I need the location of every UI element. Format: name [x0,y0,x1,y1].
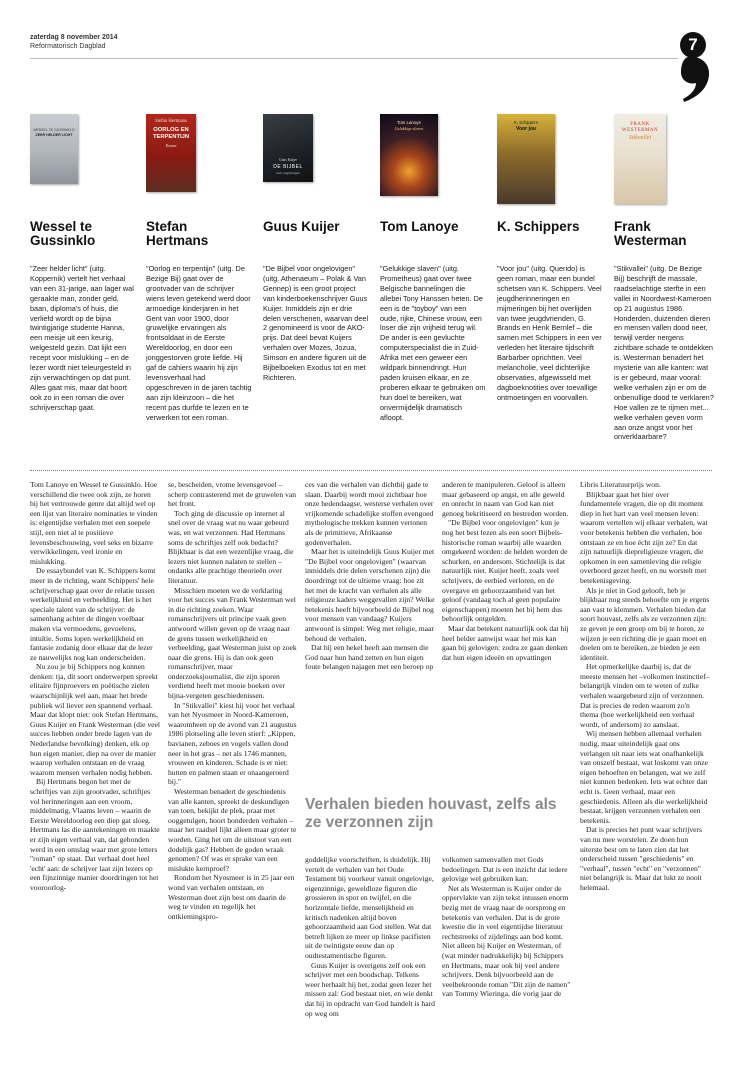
article-paragraph: Libris Literatuurprijs won. [580,480,661,489]
article-paragraph: De essaybundel van K. Schippers komt meer in de richting, want Schippers' hele schrijverschap gaat over de relatie tussen werkelijkheid en verbeelding. Het is het speciale talent van de schrijver: de samenhang achter de dingen voelbaar maken via vermoedens, gevoelens, intuïtie. Soms lopen werkelijkheid en fantasie zodanig door elkaar dat de lezer ze nauwelijks nog kan onderscheiden. [30,566,156,662]
author-name: Tom Lanoye [380,219,459,234]
cover-subtitle: Roman [165,144,177,148]
book-column-gussinklo [30,220,136,413]
cover-author: WESSEL TE GUSSINKLO [33,128,75,132]
cover-subtitle: voor ongelovigen [276,171,300,175]
cover-title: DE BIJBEL [273,164,303,170]
article-paragraph: goddelijke voorschriften, is duidelijk. Hij vertelt de verhalen van het Oude Testament bij voorkeur vanuit ongelovige, eigenzinnige, geweldloze figuren die grossieren in spot en twijfel, en die horizontale liefde, menselijkheid en kritisch nadenken altijd boven gehoorzaamheid aan God stellen. Wat dat betreft lijken ze meer op linkse pacifisten uit de twintigste eeuw dan op oudtestamentische figuren. [305,855,434,960]
page-number-badge: 7 [680,32,706,58]
article-paragraph: Bij Hertmans begon het met de schriftjes van zijn grootvader, schriftjes vol herinneringen aan een vroom, middelmatig, Vlaams leven – waarin de Eerste Wereldoorlog een diep gat sloeg. Hertmans las die aantekeningen en maakte er zijn eigen verhaal van, dat gebonden werd in een omslag waar met grote letters "roman" op staat. Dat verhaal doet heel 'echt' aan: de schrijver laat zijn lezers op een fijnzinnige manier doordringen tot het vooroorlog- [30,777,160,892]
article-paragraph: volkomen samenvallen met Gods bedoelingen. Dat is een inzicht dat iedere gelovige wel gebruiken kan. [442,855,568,884]
cover-author: K. Schippers [514,120,538,125]
cover-author: Tom Lanoye [397,120,421,125]
book-blurb: "Zeer helder licht" (uitg. Koppernik) vertelt het verhaal van een 31-jarige, aan lager wal geraakte man, zonder geld, baan, diploma's of huis, die verliefd wordt op de bijna twintigjarige studente Hanna, een meisje uit een keurig, welgesteld gezin. Dat lijkt een recept voor mislukking – en de lezer wordt niet teleurgesteld in zijn verwachtingen op dat punt. Alles gaat mis, maar dat hoort ook zo in een roman die over schrijverschap gaat. [30,264,134,412]
article-paragraph: Guus Kuijer is overigens zelf ook een schrijver met een boodschap. Telkens weer herhaalt hij het, zodat geen lezer het missen zal: God bestaat niet, en wie denkt dat hij in opdracht van God handelt is hard op weg om [305,960,435,1018]
cover-author: Guus Kuijer [279,158,297,162]
section-divider [30,470,712,471]
book-cover-lanoye [380,114,438,196]
article-paragraph: Toch ging de discussie op internet al snel over de vraag wat nu waar gebeurd was, en wat verzonnen. Had Hertmans soms de schriftjes zelf ook bedacht? Blijkbaar is dat een wezenlijke vraag, die lezers niet kunnen nalaten te stellen – ondanks alle prachtige theorieën over literatuur. [168,508,294,585]
article-column-5 [580,480,710,1050]
cover-title: ZEER HELDER LICHT [35,133,73,137]
book-blurb: "Voor jou" (uitg. Querido) is geen roman, maar een bundel schetsen van K. Schippers. Veel jeugdherinneringen en mijmeringen bij het overlijden van twee jeugdvrienden, G. Brands en Henk Bernlef – die samen met Schippers in een ver verleden het literaire tijdschrift Barbarber oprichtten. Veel melancholie, veel dichterlijke observaties, afgewisseld met dagboeknotities over toevallige ontmoetingen en voorvallen. [497,264,602,402]
cover-title: Stikvallei [628,135,652,141]
book-blurb: "Oorlog en terpentijn" (uitg. De Bezige Bij) gaat over de grootvader van de schrijver wiens leven getekend werd door armoedige kinderjaren in het Gent van voor 1900, door gruwelijke ervaringen als frontsoldaat in de Eerste Wereldoorlog, en door een jonggestorven grote liefde. Hij gaf de cahiers waarin hij zijn levensverhaal had opgeschreven in de jaren tachtig aan zijn kleinzoon – die het recent pas durfde te lezen en te verwerken tot een roman. [146,264,252,422]
book-cover-gussinklo [30,114,78,184]
article-paragraph: Maar het is uiteindelijk Guus Kuijer met "De Bijbel voor ongelovigen" (waarvan inmiddels drie delen verschenen zijn) die doordringt tot de ultieme vraag: hoe zit het met de kracht van verhalen als alle religieuze kaders weggevallen zijn? Welke betekenis heeft bijvoorbeeld de Bijbel nog voor mensen van vandaag? Kuijers antwoord is simpel: Weg met religie, maar behoud de verhalen. [305,547,435,643]
cover-author-first: FRANK [630,122,650,127]
article-paragraph: Blijkbaar gaat het hier over fundamentele vragen, die op dit moment diep in het hart van veel mensen leven: waarom vertellen wij elkaar verhalen, wat voor betekenis hebben die verhalen, hoe ontstaan ze en hoe écht zijn ze? En dat zijn natuurlijk diepreligieuze vragen, die opkomen in een samenleving die religie overboord gezet heeft, en nu worstelt met betekenisgeving. [580,489,708,585]
author-name: K. Schippers [497,219,580,234]
article-paragraph: Als je niet in God gelooft, heb je blijkbaar nog steeds behoefte om je ergens aan vast te klemmen. Verhalen bieden dat soort houvast, zelfs als ze verzonnen zijn: ze geven je een groep om bij te horen, ze wijzen je een richting die je gaan moet en doelen om te bereiken, ze bieden je een identiteit. [580,585,710,662]
article-paragraph: "De Bijbel voor ongelovigen" kun je nog het best lezen als een soort Bijbels-historische roman waarbij alle waarden omgekeerd worden: de helden worden de schurken, en andersom. Stichtelijk is dat natuurlijk niet. Kuijer heeft, zoals veel schrijvers, de eerbied verloren, en de overgave en gehoorzaamheid van het geloof (vandaag toch al geen populaire eigenschappen) moeten het bij hem dus behoorlijk ontgelden. [442,518,568,624]
article-paragraph: Dat is precies het punt waar schrijvers van nu mee worstelen. Ze doen hun uiterste best om te laten zien dat het onderscheid tussen "geschiedenis" en "verhaal", tussen "echt" en "verzonnen" niet belangrijk is. Maar dat lukt ze nooit helemaal. [580,825,702,892]
book-blurb: "Stikvallei" (uitg. De Bezige Bij) beschrijft de massale, raadselachtige sterfte in een vallei in Noordwest-Kameroen op 21 augustus 1986. Honderden, duizenden dieren en mensen vallen dood neer, terwijl verder nergens zichtbare schade te ontdekken is. Westerman benadert het mysterie van alle kanten: wat is er gebeurd, maar vooral: welke verhalen zijn er om de onbenullige dood te verklaren? Hoe vallen ze te rijmen met... welke verhalen geven vorm aan onze angst voor het onverklaarbare? [614,264,714,442]
article-paragraph: Maar dat betekent natuurlijk ook dat hij heel helder aanwijst waar het mis kan gaan bij gelovigen: zodra ze gaan denken dat hun eigen ideeën en opvattingen [442,623,569,662]
article-paragraph: Het opmerkelijke daarbij is, dat de meeste mensen het –volkomen instinctief– belangrijk vinden om te weten of zulke verhalen waargebeurd zijn of verzonnen. Dat is precies de reden waarom zo'n thema (hoe werkelijkheid een verhaal wordt, of andersom) zo aanslaat. [580,662,710,729]
article-column-4-bottom [442,855,572,1050]
author-name: Guus Kuijer [263,219,340,234]
book-cover-hertmans [146,114,196,192]
pull-quote: Verhalen bieden houvast, zelfs als ze verzonnen zijn [305,796,557,831]
book-cover-schippers [497,114,555,204]
article-paragraph: Tom Lanoye en Wessel te Gussinklo. Hoe verschillend die twee ook zijn, ze horen bij het vertrouwde genre dat altijd wel op een lijst van literaire nominaties te vinden is: eigentijdse verhalen met een soepele stijl, een niet al te positieve levensbeschouwing, veel seks en bizarre verwikkelingen, veel ironie en mislukking. [30,480,158,566]
cover-title: Gelukkige slaven [394,126,424,131]
book-column-hertmans [146,220,252,423]
book-column-lanoye [380,220,486,423]
article-paragraph: ces van die verhalen van dichtbij gade te slaan. Daarbij wordt mooi zichtbaar hoe onze hedendaagse, westerse verhalen over vrijkomende schadelijke stoffen evengoed mythologische trekken kunnen vertonen als de primitieve, Afrikaanse godenverhalen. [305,480,434,547]
book-column-kuijer [263,220,369,383]
article-paragraph: se, bescheiden, vrome levensgevoel – scherp contrasterend met de gruwelen van het front. [168,480,296,509]
issue-date: zaterdag 8 november 2014 [30,34,118,41]
page-header [30,33,118,51]
cover-author-last: WESTERMAN [621,128,659,133]
article-paragraph: Westerman benadert de geschiedenis van alle kanten, spreekt de deskundigen van toen, bekijkt de plek, praat met ooggetuigen, hoort honderden verhalen – maar het raadsel lijkt alleen maar groter te worden. Ging het om de uitstoot van een dodelijk gas? Hebben de goden wraak genomen? Of was er sprake van een mislukte kernproef? [168,787,297,873]
article-paragraph: Nu zou je bij Schippers nog kunnen denken: tja, dit soort onderwerpen spreekt elitaire fijnproevers en poëtische zielen waarschijnlijk wel aan, maar het brede publiek wil liever een spannend verhaal. Maar dat klopt niet: ook Stefan Hertmans, Guus Kuijer en Frank Westerman (die veel succes hebben onder brede lagen van de Nederlandse bevolking) denken, elk op hun eigen manier, diep na over de manier waarop verhalen ontstaan en de vraag waarom mensen verhalen nodig hebben. [30,662,160,777]
article-paragraph: Dat hij een hekel heeft aan mensen die God naar hun hand zetten en hun eigen foute belangen najagen met een beroep op [305,643,434,672]
author-name: Wessel te Gussinklo [30,219,96,248]
article-column-3-top [305,480,435,780]
cover-title: Voor jou [516,126,536,132]
book-blurb: "Gelukkige slaven" (uitg. Prometheus) gaat over twee Belgische bannelingen die allebei Tony Hanssen heten. De een is de "toyboy" van een oude, rijke, Chinese vrouw, een loser die zijn vrijheid terug wil. De ander is een gevluchte computerspecialist die in Zuid-Afrika met een geweer een wildpark binnendringt. Hun paden kruisen elkaar, en ze proberen elkaar te gebruiken om hun doel te bereiken, wat onvermijdelijk dramatisch afloopt. [380,264,486,422]
article-column-1 [30,480,160,1050]
newspaper-name: Reformatorisch Dagblad [30,43,106,50]
cover-title: OORLOG EN TERPENTIJN [152,127,190,140]
article-paragraph: Net als Westerman is Kuijer onder de oppervlakte van zijn tekst intussen enorm bezig met de vraag naar de oorsprong en betekenis van verhalen. Dat is de grote kwestie die in veel eigentijdse literatuur rechtstreeks of zijdelings aan bod komt. Niet alleen bij Kuijer en Westerman, of (wat minder nadrukkelijk) bij Schippers en Hertmans, maar ook bij veel andere schrijvers. Denk bijvoorbeeld aan de veelbekroonde roman "Dit zijn de namen" van Tommy Wieringa, die vorig jaar de [442,883,571,999]
article-paragraph: anderen te manipuleren. Geloof is alleen maar gebaseerd op angst, en alle geweld en onrecht in naam van God kan niet genoeg bekritiseerd en bestreden worden. [442,480,569,518]
article-paragraph: Wij mensen hebben allemaal verhalen nodig, maar uiteindelijk gaat ons verlangen uit naar iets wat onafhankelijk van onszelf bestaat, wat loskomt van onze eigen behoeften en belangen, wat we zelf niet kunnen bedenken. Iets wat echter dan echt is. Geen verhaal, maar een geschiedenis. Alleen als die werkelijkheid bestaat, krijgen verzonnen verhalen een betekenis. [580,729,708,825]
book-column-westerman [614,220,714,442]
book-cover-kuijer [263,114,313,182]
article-column-3-bottom [305,855,435,1050]
article-paragraph: Misschien moeten we de verklaring voor het succes van Frank Westerman wel in die richting zoeken. Waar romanschrijvers uit principe vaak geen antwoord willen geven op de vraag naar de grens tussen werkelijkheid en verbeelding, gaat Westerman juist op zoek naar die grens. Hij is dan ook geen romanschrijver, maar onderzoeksjournalist, die zijn sporen verdiend heeft met mooie boeken over bijna-vergeten geschiedenissen. [168,585,297,701]
author-name: Stefan Hertmans [146,219,209,248]
header-rule [30,58,678,59]
article-column-2 [168,480,298,1050]
book-cover-westerman [614,114,666,204]
cover-author: Stefan Hertmans [154,119,188,124]
author-name: Frank Westerman [614,219,687,248]
article-paragraph: Rondom het Nyosmeer is in 25 jaar een wond van verhalen ontstaan, en Westerman doet zijn best om daarin de weg te vinden en tegelijk het ontkiemingspro- [168,873,295,921]
book-column-schippers [497,220,603,403]
comma-logo-icon [678,55,712,103]
article-paragraph: In "Stikvallei" kiest hij voor het verhaal van het Nyosmeer in Noord-Kameroen, waaromheen op de avond van 21 augustus 1986 plotseling alle leven stierf: „Kippen, bavianen, zeboes en vogels vallen dood neer in het gras – net als 1746 mannen, vrouwen en kinderen. Schade is er niet: hutten en palmen staan er onaangeroerd bij." [168,700,297,787]
article-column-4-top [442,480,572,780]
book-blurb: "De Bijbel voor ongelovigen" (uitg. Athenaeum – Polak & Van Gennep) is een groot project van kinderboekenschrijver Guus Kuijer. Inmiddels zijn er drie delen verschenen, waarvan deel 2 genomineerd is voor de AKO-prijs. Dat deel bevat Kuijers verhalen over Mozes, Jozua, Simson en andere figuren uit de Bijbelboeken Exodus tot en met Richteren. [263,264,369,382]
